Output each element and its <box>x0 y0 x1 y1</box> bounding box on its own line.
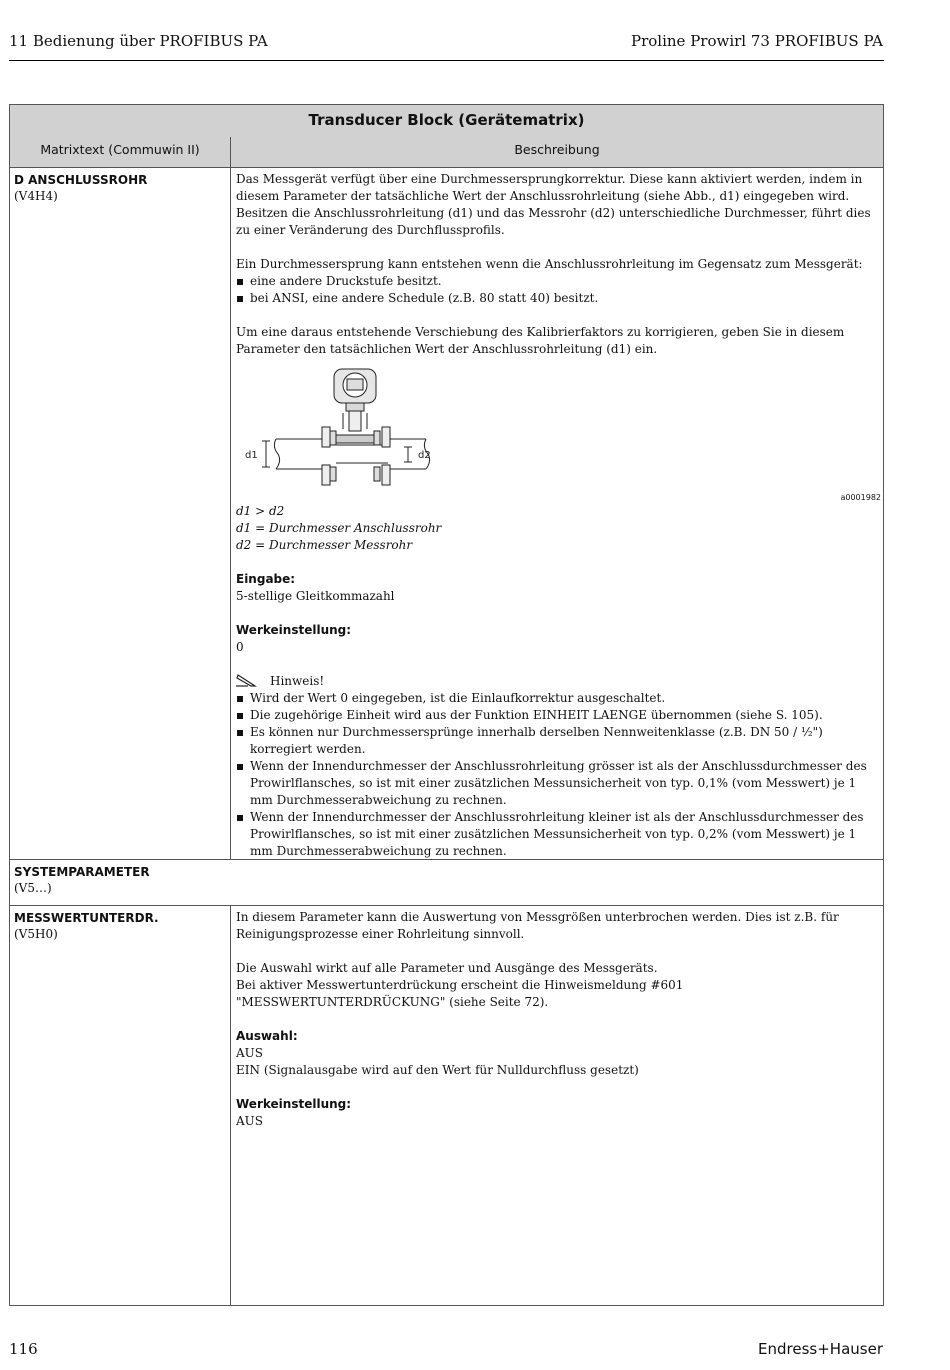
row-separator <box>10 905 883 906</box>
param-name: D ANSCHLUSSROHR <box>14 173 148 187</box>
row1-description-intro <box>236 171 881 358</box>
note-list <box>236 690 881 860</box>
param-code: (V4H4) <box>14 189 58 203</box>
pipe-diameter-figure <box>236 367 881 507</box>
legend-line: d1 = Durchmesser Anschlussrohr <box>236 521 442 535</box>
paragraph: Um eine daraus entstehende Verschiebung des Kalibrierfaktors zu korrigieren, geben Sie in diesem Parameter den tatsächlichen Wert der Anschlussrohrleitung (d1) ein. <box>236 325 845 356</box>
default-value: 0 <box>236 640 244 654</box>
row1-description-detail <box>236 503 881 860</box>
default-value: AUS <box>236 1114 263 1128</box>
paragraph: Die Auswahl wirkt auf alle Parameter und Ausgänge des Messgeräts. <box>236 961 658 975</box>
legend-line: d1 > d2 <box>236 504 285 518</box>
select-label: Auswahl: <box>236 1029 298 1043</box>
section-name: SYSTEMPARAMETER <box>14 865 150 879</box>
paragraph: In diesem Parameter kann die Auswertung von Messgrößen unterbrochen werden. Dies ist z.B. für Reinigungsprozesse einer Rohrleitung sinnvoll. <box>236 910 839 941</box>
row1-divider <box>230 167 231 859</box>
table-header <box>10 137 883 168</box>
transducer-block-table <box>9 104 884 1306</box>
figure-id: a0001982 <box>840 493 881 502</box>
list-item: bei ANSI, eine andere Schedule (z.B. 80 statt 40) besitzt. <box>236 290 881 307</box>
param-name: MESSWERTUNTERDR. <box>14 911 159 925</box>
page-number: 116 <box>9 1340 38 1358</box>
list-item: Wenn der Innendurchmesser der Anschlussrohrleitung grösser ist als der Anschlussdurchmesser des Prowirlflansches, so ist mit einer zusätzlichen Messunsicherheit von typ. 0,1% (vom Messwert) je 1 mm Durchmesserabweichung zu rechnen. <box>236 758 881 809</box>
brand-name: Endress+Hauser <box>758 1340 883 1358</box>
paragraph: Besitzen die Anschlussrohrleitung (d1) und das Messrohr (d2) unterschiedliche Durchmesser, führt dies zu einer Veränderung des Durchflussprofils. <box>236 206 871 237</box>
default-label: Werkeinstellung: <box>236 1097 352 1111</box>
column-header-matrixtext: Matrixtext (Commuwin II) <box>40 142 200 157</box>
row3-divider <box>230 905 231 1305</box>
header-divider <box>230 137 231 167</box>
bullet-list <box>236 273 881 307</box>
column-header-description: Beschreibung <box>514 142 600 157</box>
list-item: Die zugehörige Einheit wird aus der Funktion EINHEIT LAENGE übernommen (siehe S. 105). <box>236 707 881 724</box>
paragraph: Ein Durchmessersprung kann entstehen wenn die Anschlussrohrleitung im Gegensatz zum Messgerät: <box>236 257 863 271</box>
option: AUS <box>236 1046 263 1060</box>
note-heading <box>236 673 881 690</box>
paragraph: Das Messgerät verfügt über eine Durchmessersprungkorrektur. Diese kann aktiviert werden, indem in diesem Parameter der tatsächliche Wert der Anschlussrohrleitung (siehe Abb., d1) eingegeben wird. <box>236 172 863 203</box>
row-separator <box>10 859 883 860</box>
param-code: (V5H0) <box>14 927 58 941</box>
list-item: Wird der Wert 0 eingegeben, ist die Einlaufkorrektur ausgeschaltet. <box>236 690 881 707</box>
header-chapter: 11 Bedienung über PROFIBUS PA <box>9 32 268 50</box>
label-d1: d1 <box>245 450 258 461</box>
input-label: Eingabe: <box>236 572 296 586</box>
row3-description <box>236 909 881 1130</box>
label-d2: d2 <box>418 450 431 461</box>
table-title: Transducer Block (Gerätematrix) <box>10 105 883 137</box>
option: EIN (Signalausgabe wird auf den Wert für Nulldurchfluss gesetzt) <box>236 1063 639 1077</box>
list-item: eine andere Druckstufe besitzt. <box>236 273 881 290</box>
note-title: Hinweis! <box>270 674 325 688</box>
header-rule <box>9 60 884 61</box>
list-item: Es können nur Durchmessersprünge innerhalb derselben Nennweitenklasse (z.B. DN 50 / ½") korregiert werden. <box>236 724 881 758</box>
section-code: (V5…) <box>14 881 52 895</box>
default-label: Werkeinstellung: <box>236 623 352 637</box>
paragraph: Bei aktiver Messwertunterdrückung erscheint die Hinweismeldung #601 "MESSWERTUNTERDRÜCKUNG" (siehe Seite 72). <box>236 978 684 1009</box>
list-item: Wenn der Innendurchmesser der Anschlussrohrleitung kleiner ist als der Anschlussdurchmesser des Prowirlflansches, so ist mit einer zusätzlichen Messunsicherheit von typ. 0,2% (vom Messwert) je 1 mm Durchmesserabweichung zu rechnen. <box>236 809 881 860</box>
input-value: 5-stellige Gleitkommazahl <box>236 589 395 603</box>
header-product: Proline Prowirl 73 PROFIBUS PA <box>631 32 883 50</box>
pencil-note-icon <box>236 673 258 687</box>
legend-line: d2 = Durchmesser Messrohr <box>236 538 413 552</box>
